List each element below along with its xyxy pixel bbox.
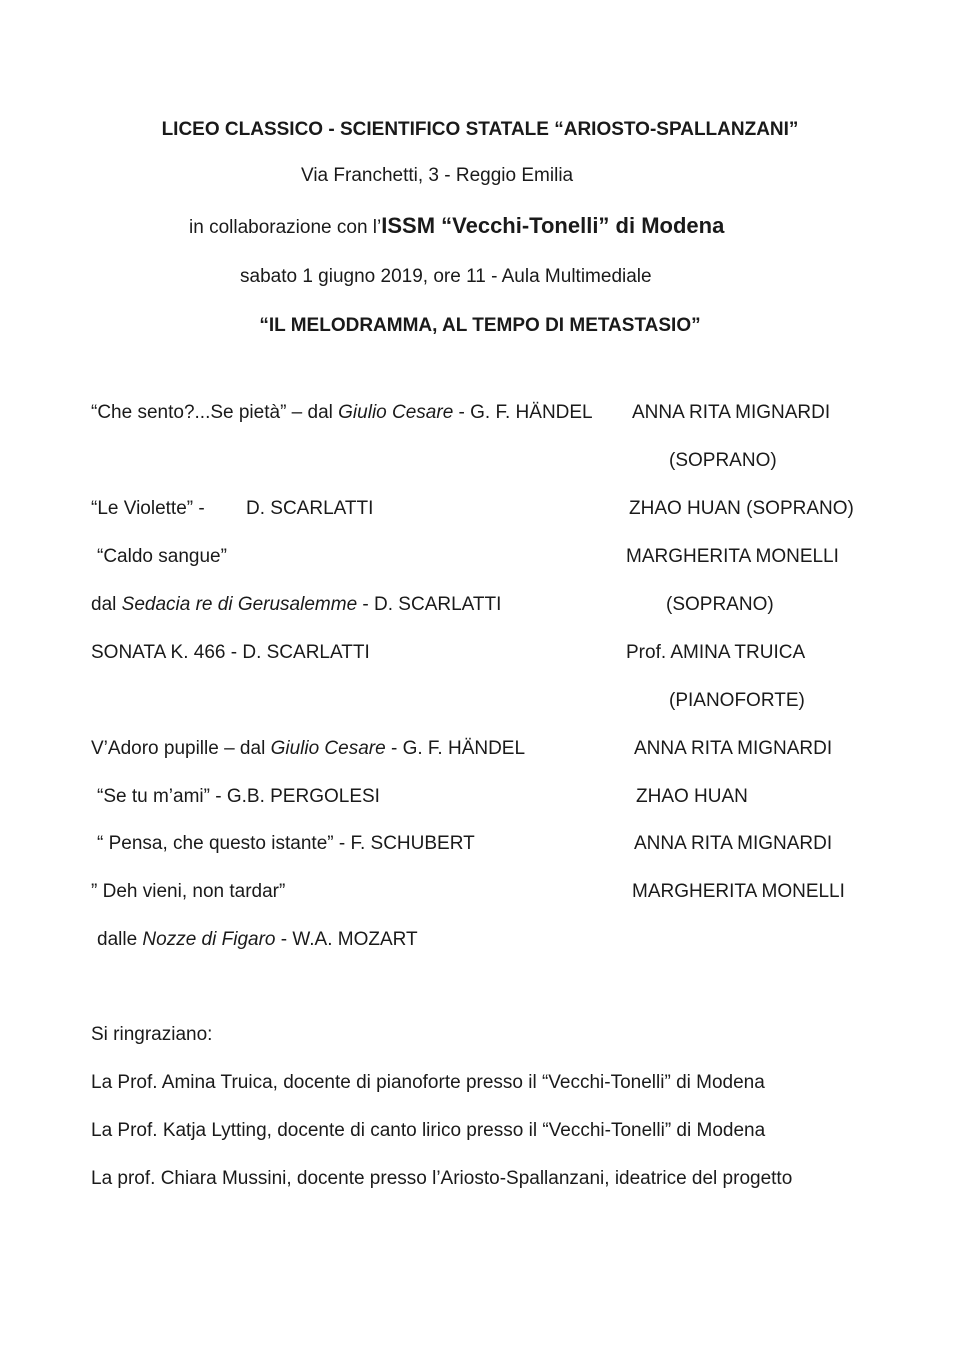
thanks-heading: Si ringraziano: xyxy=(91,1024,213,1045)
opera-title: Nozze di Figaro xyxy=(142,929,276,950)
source-prefix: dal xyxy=(91,594,122,615)
opera-title: Giulio Cesare xyxy=(338,402,454,423)
program-role-4: (PIANOFORTE) xyxy=(669,690,805,711)
program-piece-5 xyxy=(91,737,525,761)
program-piece-2: “Le Violette” - xyxy=(91,498,205,519)
composer: - D. SCARLATTI xyxy=(357,594,502,615)
piece-text: “Che sento?...Se pietà” – dal xyxy=(91,402,339,423)
program-piece-7: “ Pensa, che questo istante” - F. SCHUBERT xyxy=(97,833,475,854)
school-name: LICEO CLASSICO - SCIENTIFICO STATALE “ARIOSTO-SPALLANZANI” xyxy=(161,119,799,140)
collaboration-institution: ISSM “Vecchi-Tonelli” di Modena xyxy=(381,213,725,238)
thanks-line: La Prof. Amina Truica, docente di pianoforte presso il “Vecchi-Tonelli” di Modena xyxy=(91,1072,765,1093)
opera-title: Sedacia re di Gerusalemme xyxy=(121,594,358,615)
thanks-line: La Prof. Katja Lytting, docente di canto lirico presso il “Vecchi-Tonelli” di Modena xyxy=(91,1120,766,1141)
event-date: sabato 1 giugno 2019, ore 11 - Aula Multimediale xyxy=(240,266,652,287)
program-source-8 xyxy=(97,928,418,952)
composer: - W.A. MOZART xyxy=(275,929,418,950)
program-performer-6: ZHAO HUAN xyxy=(636,786,748,807)
program-performer-7: ANNA RITA MIGNARDI xyxy=(634,833,833,854)
program-composer-2: D. SCARLATTI xyxy=(246,498,374,519)
program-performer-5: ANNA RITA MIGNARDI xyxy=(634,738,833,759)
collaboration-prefix: in collaborazione con l’ xyxy=(189,217,382,238)
program-performer-1: ANNA RITA MIGNARDI xyxy=(632,402,831,423)
piece-text: V’Adoro pupille – dal xyxy=(91,738,271,759)
program-performer-8: MARGHERITA MONELLI xyxy=(632,881,845,902)
program-performer-3: MARGHERITA MONELLI xyxy=(626,546,839,567)
program-performer-2: ZHAO HUAN (SOPRANO) xyxy=(629,498,854,519)
program-performer-4: Prof. AMINA TRUICA xyxy=(626,642,806,663)
composer: - G. F. HÄNDEL xyxy=(385,738,526,759)
program-piece-1 xyxy=(91,401,593,425)
program-piece-6: “Se tu m’ami” - G.B. PERGOLESI xyxy=(97,786,380,807)
thanks-line: La prof. Chiara Mussini, docente presso l’Ariosto-Spallanzani, ideatrice del progetto xyxy=(91,1168,793,1189)
program-piece-4: SONATA K. 466 - D. SCARLATTI xyxy=(91,642,370,663)
program-source-3 xyxy=(91,593,501,617)
composer: - G. F. HÄNDEL xyxy=(453,402,593,423)
program-piece-3: “Caldo sangue” xyxy=(97,546,227,567)
program-piece-8: ” Deh vieni, non tardar” xyxy=(91,881,286,902)
program-role-1: (SOPRANO) xyxy=(669,450,777,471)
collaboration-line xyxy=(189,214,724,240)
program-role-3: (SOPRANO) xyxy=(666,594,774,615)
opera-title: Giulio Cesare xyxy=(270,738,386,759)
source-prefix: dalle xyxy=(97,929,143,950)
event-title: “IL MELODRAMMA, AL TEMPO DI METASTASIO” xyxy=(259,315,701,336)
school-address: Via Franchetti, 3 - Reggio Emilia xyxy=(301,165,574,186)
